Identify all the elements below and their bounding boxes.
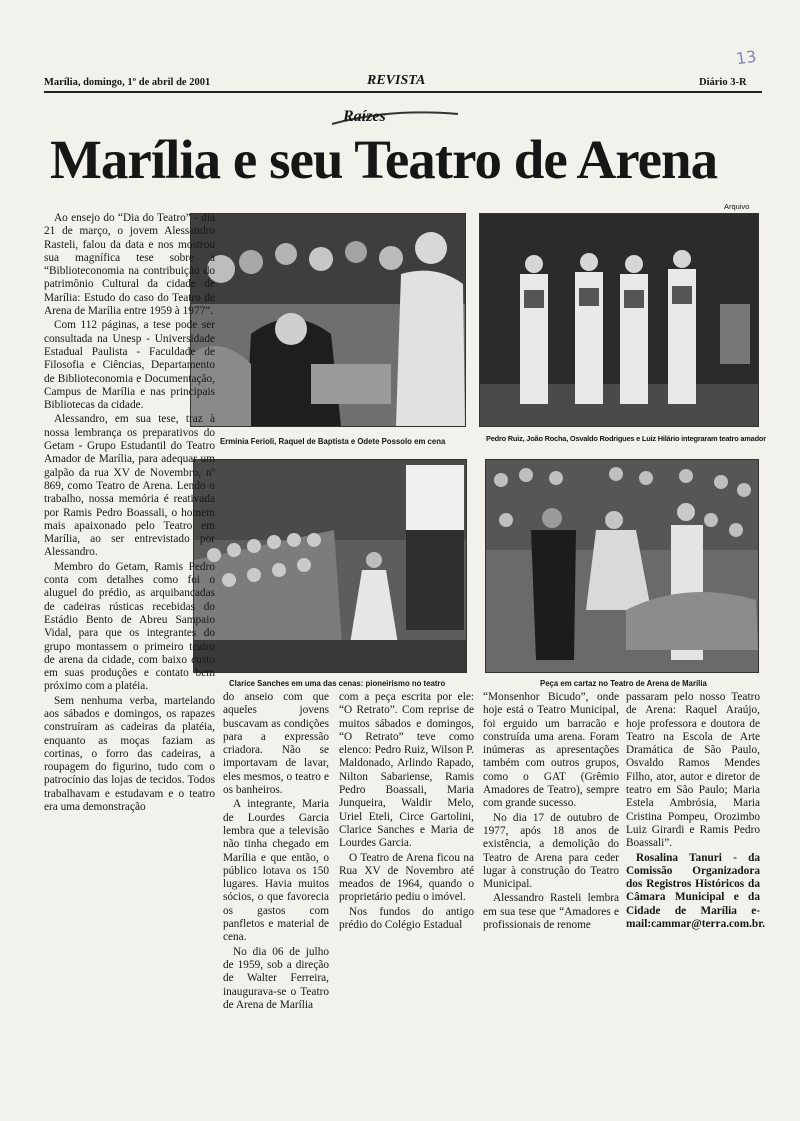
- header-page-number: Diário 3-R: [699, 77, 747, 88]
- paragraph: Alessandro, em sua tese, traz à nossa lembrança os preparativos do Getam - Grupo Estudantil do Teatro Amador de Marília, para adequar um galpão da rua XV de Novembro, nº 869, como Teatro de Arena. Lendo o trabalho, nossa memória é reativada por Ramis Pedro Boassali, o homem mais apaixonado pelo Teatro em Marília, ao ser entrevistado por Alessandro.: [44, 413, 215, 559]
- paragraph: Sem nenhuma verba, martelando aos sábados e domingos, os rapazes construíram as cadeiras da platéia, enquanto as moças faziam as cortinas, o forro das cadeiras, a roupagem do figurino, tudo com o patrocínio das lojas de tecidos. Todos trabalhavam e estudavam e o teatro era uma demonstração: [44, 694, 215, 814]
- article-column-1: [44, 212, 215, 815]
- photo-credit: Arquivo: [724, 202, 750, 211]
- caption-photo-4: Peça em cartaz no Teatro de Arena de Marília: [540, 679, 707, 688]
- article-headline: Marília e seu Teatro de Arena: [50, 129, 718, 190]
- paragraph: Membro do Getam, Ramis Pedro conta com detalhes como foi o aluguel do prédio, as arquibancadas de cadeiras rústicas recebidas do Estádio Bento de Abreu Sampaio Vidal, para que os integrantes do grupo montassem o primeiro teatro de arena da cidade, com baixo custo em suas produções e contato bem próximo com a platéia.: [44, 560, 215, 693]
- caption-photo-2: Pedro Ruiz, João Rocha, Osvaldo Rodrigues e Luiz Hilário integraram teatro amador: [486, 434, 766, 443]
- article-column-4: [483, 691, 619, 933]
- header-date: Marília, domingo, 1º de abril de 2001: [44, 77, 211, 88]
- paragraph: do anseio com que aqueles jovens buscavam as condições para a expressão criadora. Não se importavam de lavar, eles mesmos, o teatro e os banheiros.: [223, 691, 329, 797]
- photo-amateur-actors: [479, 213, 759, 427]
- email-label: e-mail:: [626, 904, 760, 931]
- paragraph: O Teatro de Arena ficou na Rua XV de Novembro até meados de 1964, quando o proprietário pediu o imóvel.: [339, 851, 474, 904]
- handwritten-page-number: 13: [734, 46, 758, 69]
- article-column-2: [223, 691, 329, 1013]
- article-column-3: [339, 691, 474, 933]
- paragraph: Nos fundos do antigo prédio do Colégio Estadual: [339, 905, 474, 932]
- header-section: REVISTA: [367, 73, 426, 88]
- author-signature: [626, 851, 766, 932]
- paragraph: “Monsenhor Bicudo”, onde hoje está o Teatro Municipal, foi erguido um barracão e construída uma arena. Foram inúmeras as apresentações também com outros grupos, como o GAT (Grêmio Amadores de Teatro), sempre com grande sucesso.: [483, 691, 619, 810]
- paragraph: passaram pelo nosso Teatro de Arena: Raquel Araújo, hoje professora e doutora de Teatro na Escola de Arte Dramática de São Paulo, Osvaldo Ramos Mendes Filho, ator, autor e diretor de teatro em São Paulo; Maria Estela Ambrósia, Maria Cristina Pompeu, Orozimbo Luiz Girardi e Ramis Pedro Boassali”.: [626, 691, 760, 850]
- caption-photo-1: Ermínia Ferioli, Raquel de Baptista e Odete Possolo em cena: [220, 437, 446, 446]
- paragraph: No dia 17 de outubro de 1977, após 18 anos de existência, a demolição do Teatro de Arena para ceder lugar à construção do Teatro Municipal.: [483, 811, 619, 891]
- photo-actresses-on-stage: [190, 213, 466, 427]
- author-email: cammar@terra.com.br.: [651, 918, 766, 931]
- header-rule: [44, 91, 762, 93]
- section-kicker: Raízes: [343, 108, 386, 125]
- paragraph: Ao ensejo do “Dia do Teatro” - dia 21 de março, o jovem Alessandro Rasteli, falou da data e nos mostrou sua magnífica tese sobre a “Biblioteconomia na contribuição do patrimônio Cultural da cidade de Marília: Estudo do caso do Teatro de Arena de Marília entre 1959 à 1977”.: [44, 212, 215, 318]
- paragraph: Alessandro Rasteli lembra em sua tese que “Amadores e profissionais de renome: [483, 892, 619, 932]
- paragraph: Com 112 páginas, a tese pode ser consultada na Unesp - Universidade Estadual Paulista - Faculdade de Filosofia e Ciências, Departamento de Biblioteconomia e Documentação, Campus de Marília e nas principais Bibliotecas da cidade.: [44, 319, 215, 412]
- article-column-5: [626, 691, 766, 932]
- paragraph: com a peça escrita por ele: “O Retrato”. Com reprise de muitos sábados e domingos, “O Retrato” teve como elenco: Pedro Ruiz, Wilson P. Maldonado, Arlindo Rapado, Nilton Sabariense, Ramis Pedro Boassali, Maria Junqueira, Waldir Melo, Uriel Eteli, Circe Gartolini, Clarice Sanches e Maria de Lourdes Garcia.: [339, 691, 474, 850]
- caption-photo-3: Clarice Sanches em uma das cenas: pioneirismo no teatro: [229, 679, 446, 688]
- paragraph: No dia 06 de julho de 1959, sob a direção de Walter Ferreira, inaugurava-se o Teatro de Arena de Marília: [223, 945, 329, 1011]
- signature-text: Rosalina Tanuri - da Comissão Organizadora dos Registros Históricos da Câmara Municipal e da Cidade de Marília: [626, 851, 760, 917]
- photo-play-at-arena: [485, 459, 759, 673]
- photo-clarice-sanches-scene: [193, 459, 467, 673]
- paragraph: A integrante, Maria de Lourdes Garcia lembra que a televisão não tinha chegado em Marília e que então, o público lotava os 150 lugares. Havia muitos sócios, o que favorecia os gastos com panfletos e material de cena.: [223, 798, 329, 944]
